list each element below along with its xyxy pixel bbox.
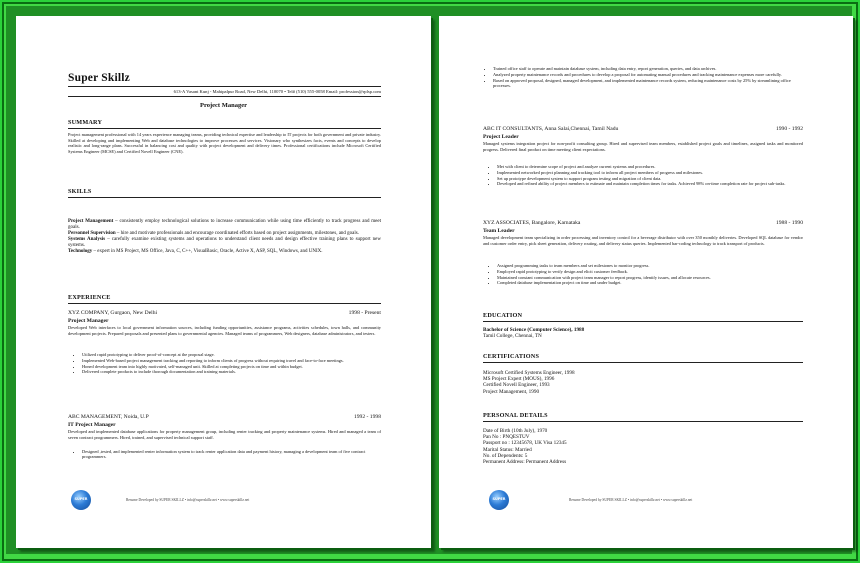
bullet-item: • Assigned programming tasks to team members and set milestones to monitor progress. <box>497 263 803 268</box>
job-bullets <box>68 352 381 375</box>
job-bullets <box>68 449 381 460</box>
candidate-name: Super Skillz <box>68 72 130 84</box>
personal-item: No. of Dependents: 5 <box>483 452 528 459</box>
job-dates: 1988 - 1990 <box>775 220 803 226</box>
background-panel <box>6 6 852 554</box>
job-bullets <box>483 263 803 286</box>
bullet-item: • Designed ,tested, and implemented renter information system to track renter application data and payment history, managing a development team of five contract programmers. <box>82 449 381 460</box>
company-name: ABC MANAGEMENT, Noida, U.P <box>68 414 149 420</box>
bullet-item: • Utilized rapid prototyping to deliver proof-of-concept at the proposal stage. <box>82 352 381 357</box>
institution: Tamil College, Chennai, TN <box>483 333 542 340</box>
company-name: XYZ ASSOCIATES, Bangalore, Karnataka <box>483 220 581 226</box>
personal-item: Date of Birth (10th July), 1970 <box>483 428 548 434</box>
degree: Bachelor of Science (Computer Science), 1988 <box>483 327 585 333</box>
company-name: XYZ COMPANY, Gurgaon, New Delhi <box>68 310 158 316</box>
bullet-item: • Based on approved proposal, designed, managed development, and implemented maintenance records system, reducing maintenance costs by 25% by streamlining office processes. <box>493 78 803 89</box>
job-description: Managed systems integration project for non-profit consulting group. Hired and supervised team members, established project goals and timelines, assigned tasks and monitored progress. Delivered final product on time meeting client expectations. <box>483 141 803 152</box>
bullet-item: • Developed and refined ability of project members to estimate and maintain completion times for tasks. Achieved 98% on-time completion rate for project sub-tasks. <box>497 181 803 186</box>
job-role: Team Leader <box>483 228 515 234</box>
bullet-item: • Implemented Web-based project management tracking and reporting to inform clients of progress without requiring travel and face-to-face meetings. <box>82 358 381 363</box>
summary-rule <box>68 128 381 129</box>
bullet-item: • Completed database implementation project on time and under budget. <box>497 280 803 285</box>
bullet-item: • Delivered complete products to include thorough documentation and training materials. <box>82 369 381 374</box>
education-rule <box>483 321 803 322</box>
job-role: IT Project Manager <box>68 422 116 428</box>
bullet-item: • Trained office staff to operate and maintain database system, including data entry, report generation, queries, and data archives. <box>493 66 803 71</box>
resume-page-1 <box>16 16 431 548</box>
personal-rule <box>483 421 803 422</box>
personal-item: Permanent Address: Permanent Address <box>483 459 567 466</box>
bullet-item: • Maintained constant communication with project team manager to report progress, identify issues, and allocate resources. <box>497 275 803 280</box>
education-list <box>483 327 584 339</box>
bullet-item: • Implemented networked project planning and tracking tool to inform all project members of progress and milestones. <box>497 170 803 175</box>
certification-item: Microsoft Certified Systems Engineer, 1998 <box>483 370 575 376</box>
experience-heading: EXPERIENCE <box>68 294 111 301</box>
contact-address: 613-A Vasant Kunj - Mahipalpur Road, New Delhi, 110070 • Tel# (510) 555-0058 Email: profession@rplsp.com <box>173 89 381 94</box>
company-logo: SUPER <box>489 490 509 510</box>
job-description: Developed Web interfaces to local government information sources, including funding opportunities, assistance programs, activities schedules, town halls, and community development projects. Prepared proposals and presented plans to governmental agencies. Managed teams of programmers, Web designers, database administrators, and testers. <box>68 325 381 336</box>
bullet-item: • Set up prototype development system to support program testing and migration of client data. <box>497 176 803 181</box>
job-header <box>483 220 803 226</box>
certifications-list <box>483 370 575 395</box>
summary-text: Project management professional with 14 years experience managing teams, providing technical expertise and leadership to IT projects for both government and private industry. Skilled at developing and implementing Web and database technologies to improve processes and services. Visionary who synthesizes facts, events and concepts to develop realistic and long-range plans. Successful in balancing cost and quality with project development and delivery times. Professional certifications include Microsoft Certified Systems Engineer (MCSE) and Certified Novell Engineer (CNE). <box>68 132 381 154</box>
job-description: Managed development team specializing in order processing and inventory control for a beverage distributor with over 350 monthly deliveries. Developed SQL database for vendor and customer order entry, pick sheet generation, delivery routing, and delivery status queries. Implemented bar-coding technology to track transport of products. <box>483 235 803 246</box>
summary-heading: SUMMARY <box>68 119 103 126</box>
skill-item: Technology – expert in MS Project, MS Office, Java, C, C++, VisualBasic, Oracle, Active X, ASP, SQL, Windows, and UNIX. <box>68 248 323 254</box>
job-dates: 1992 - 1998 <box>353 414 381 420</box>
header-rule <box>68 86 381 87</box>
personal-heading: PERSONAL DETAILS <box>483 412 548 419</box>
job-description: Developed and implemented database applications for property management group, including renter tracking and property maintenance systems. Hired and managed a team of seven contract programmers. Hired, trained, and supervised technical support staff. <box>68 429 381 440</box>
certification-item: MS Project Expert (MOUS), 1996 <box>483 376 555 383</box>
skill-item: Personnel Supervision – hire and motivate professionals and encourage coordinated efforts based on project assignments, milestones, and goals. <box>68 230 359 236</box>
bullet-item: • Met with client to determine scope of project and analyze current systems and procedures. <box>497 164 803 169</box>
experience-rule <box>68 303 381 304</box>
page-footer: Resume Developed by SUPER SKILLZ • info@superskillz.net • www.superskillz.net <box>569 498 693 502</box>
job-role: Project Leader <box>483 134 519 140</box>
skill-item: Systems Analysis – carefully examine existing systems and operations to understand client needs and design effective training plans to support new systems. <box>68 236 381 248</box>
education-heading: EDUCATION <box>483 312 523 319</box>
certification-item: Project Management, 1990 <box>483 388 540 395</box>
skills-heading: SKILLS <box>68 188 92 195</box>
job-header <box>483 126 803 132</box>
position-title: Project Manager <box>200 102 247 109</box>
personal-item: Marital Status: Married <box>483 446 532 453</box>
page-footer: Resume Developed by SUPER SKILLZ • info@superskillz.net • www.superskillz.net <box>126 498 250 502</box>
skills-rule <box>68 197 381 198</box>
company-name: ABC IT CONSULTANTS, Anna Salai,Chennai, Tamil Nadu <box>483 126 619 132</box>
personal-list <box>483 428 567 465</box>
continued-bullets <box>479 66 803 89</box>
skill-item: Project Management – consistently employ technological solutions to increase communication while using time efficiently to track progress and meet goals. <box>68 219 381 230</box>
bullet-item: • Honed development team into highly motivated, self-managed unit. Skilled at completing projects on time and within budget. <box>82 364 381 369</box>
certifications-rule <box>483 362 803 363</box>
bullet-item: • Analyzed property maintenance records and procedures to develop a proposal for automating manual procedures and tracking maintenance expenses more carefully. <box>493 72 803 77</box>
personal-item: Passport no : 12345678, UK Visa 12345 <box>483 440 567 447</box>
address-rule <box>68 96 381 97</box>
personal-item: Pan No : PNQESTUV <box>483 434 530 441</box>
job-header <box>68 310 381 316</box>
job-dates: 1998 - Present <box>348 310 381 316</box>
bullet-item: • Employed rapid prototyping to verify design and elicit customer feedback. <box>497 269 803 274</box>
job-role: Project Manager <box>68 318 109 324</box>
job-bullets <box>483 164 803 187</box>
skills-list <box>68 219 381 254</box>
resume-page-2 <box>439 16 853 548</box>
job-header <box>68 414 381 420</box>
job-dates: 1990 - 1992 <box>775 126 803 132</box>
company-logo: SUPER <box>71 490 91 510</box>
certification-item: Certified Novell Engineer, 1993 <box>483 382 550 389</box>
certifications-heading: CERTIFICATIONS <box>483 353 540 360</box>
